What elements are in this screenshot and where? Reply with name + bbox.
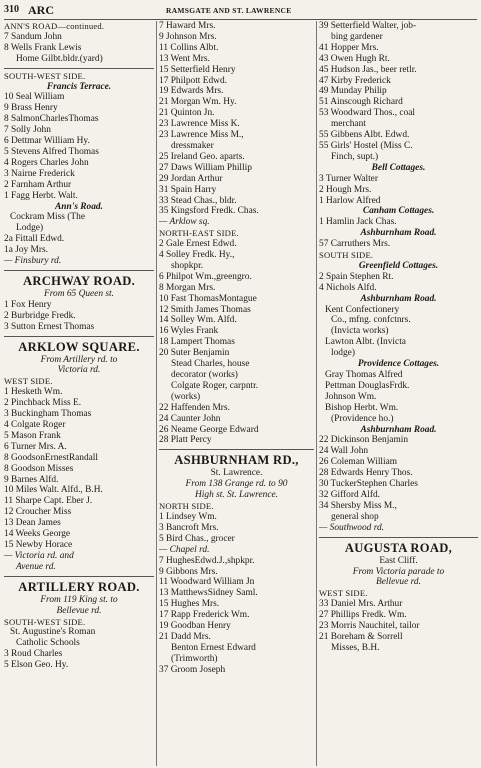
entry: 27 Daws William Phillip (159, 162, 252, 173)
entry: Gray Thomas Alfred (325, 370, 403, 380)
entry: 23 Lawrence Miss K. (159, 119, 240, 130)
divider (159, 449, 314, 450)
entry: 21 Boreham & Sorrell (319, 631, 403, 642)
entry: 13 Dean James (4, 518, 61, 529)
entry: 1 Hamlin Jack Chas. (319, 217, 397, 228)
entry: 15 Setterfield Henry (159, 64, 236, 75)
entry: 28 Edwards Henry Thos. (319, 468, 413, 479)
column-1 (4, 21, 154, 671)
cross-street: — Victoria rd. and (4, 550, 74, 561)
entry: 21 Quinton Jn. (159, 108, 215, 119)
entry: 24 Caunter John (159, 413, 221, 424)
entry: 13 MatthewsSidney Saml. (159, 588, 258, 599)
street-route: From Victoria parade to (352, 566, 445, 577)
side-heading: SOUTH SIDE. (319, 250, 374, 261)
entry: 6 Philpot Wm.,greengro. (159, 271, 252, 282)
street-route: From Artillery rd. to (40, 354, 118, 365)
cross-street: — Finsbury rd. (4, 256, 62, 267)
entry: Pettman DouglasFrdk. (325, 380, 410, 391)
entry: 35 Kingsford Fredk. Chas. (159, 206, 259, 217)
divider (4, 270, 154, 271)
entry: 22 Haffenden Mrs. (159, 402, 230, 413)
subheading: Providence Cottages. (357, 359, 440, 370)
entry: 11 Sharpe Capt. Eber J. (4, 496, 93, 507)
entry: merchant (331, 119, 366, 130)
street-title: ARTILLERY ROAD. (18, 579, 140, 594)
entry: 2 Hough Mrs. (319, 184, 372, 195)
entry: Misses, B.H. (331, 642, 380, 653)
cross-street: — Chapel rd. (159, 544, 210, 555)
entry: 10 Miles Walt. Alfd., B.H. (4, 485, 103, 496)
entry: 12 Croucher Miss (4, 507, 72, 518)
entry: decorator (works) (171, 370, 238, 380)
entry: 12 Smith James Thomas (159, 304, 251, 315)
entry: 45 Hudson Jas., beer retlr. (319, 64, 417, 75)
entry: (works) (171, 391, 201, 402)
entry: 19 Goodban Henry (159, 621, 231, 632)
page-header (4, 3, 478, 17)
entry: 11 Woodward William Jn (159, 577, 255, 588)
subheading: Ann's Road. (55, 201, 103, 212)
entry: 17 Philpott Edwd. (159, 75, 227, 86)
entry: lodge) (331, 348, 355, 359)
entry: 33 Stead Chas., bldr. (159, 195, 237, 206)
entry: 32 Gifford Alfd. (319, 489, 381, 500)
entry: 7 HughesEdwd.J.,shpkpr. (159, 555, 255, 566)
subheading: Bell Cottages. (371, 162, 426, 173)
column-2 (159, 21, 314, 676)
entry: 4 Colgate Roger (4, 420, 66, 430)
entry: 19 Edwards Mrs. (159, 86, 224, 97)
entry: Catholic Schools (16, 638, 80, 649)
entry: 55 Gibbens Albt. Edwd. (319, 130, 410, 141)
street-title: ASHBURNHAM RD., (174, 453, 299, 468)
entry: 53 Woodward Thos., coal (319, 108, 416, 119)
entry: 2 Farnham Arthur (4, 179, 72, 190)
entry: 7 Sandum John (4, 31, 62, 42)
entry: 18 Lampert Thomas (159, 337, 235, 348)
entry: 2a Fittall Edwd. (4, 234, 65, 245)
entry: 3 Buckingham Thomas (4, 409, 92, 420)
entry: Stead Charles, house (171, 359, 250, 370)
entry: 51 Ainscough Richard (319, 97, 403, 108)
entry: 49 Munday Philip (319, 86, 387, 97)
entry: Finch, supt.) (331, 151, 379, 162)
entry: 14 Solley Wm. Alfd. (159, 315, 237, 326)
entry: 6 Dettmar William Hy. (4, 136, 90, 147)
entry: 3 Turner Walter (319, 173, 378, 184)
entry: 8 Morgan Mrs. (159, 282, 216, 293)
divider (4, 336, 154, 337)
entry: 8 Goodson Misses (4, 463, 74, 474)
entry: 22 Dickinson Benjamin (319, 435, 409, 446)
entry: 43 Owen Hugh Rt. (319, 53, 390, 64)
entry: dressmaker (171, 140, 214, 151)
entry: Colgate Roger, carpntr. (171, 380, 259, 391)
entry: 1 Lindsey Wm. (159, 511, 217, 522)
entry: Co., mfng. confctnrs. (331, 315, 411, 326)
street-title: ARKLOW SQUARE. (18, 339, 140, 354)
entry: 15 Hughes Mrs. (159, 599, 220, 610)
entry: 3 Roud Charles (4, 649, 63, 660)
entry: 24 Wall John (319, 446, 369, 457)
entry: bing gardener (331, 31, 383, 42)
entry: 21 Morgan Wm. Hy. (159, 97, 237, 108)
entry: 5 Bird Chas., grocer (159, 533, 235, 544)
entry: 2 Gale Ernest Edwd. (159, 239, 237, 250)
entry: 20 Suter Benjamin (159, 348, 230, 359)
entry: 2 Pinchback Miss E. (4, 398, 82, 409)
entry: 1a Joy Mrs. (4, 245, 49, 256)
entry: 9 Barnes Alfd. (4, 474, 59, 485)
street-subtitle: St. Lawrence. (210, 468, 263, 479)
section-heading: ARC (28, 3, 54, 17)
entry: 13 Went Mrs. (159, 53, 210, 64)
subheading: Canham Cottages. (362, 206, 435, 217)
header-rule (4, 19, 477, 20)
subheading: Greenfield Cottages. (358, 260, 439, 271)
entry: 29 Jordan Arthur (159, 173, 223, 184)
side-heading: SOUTH-WEST SIDE. (4, 70, 86, 81)
entry: 7 Solly John (4, 125, 51, 136)
entry: (Invicta works) (331, 326, 389, 337)
column-3 (319, 21, 478, 654)
street-route: From 138 Grange rd. to 90 (185, 479, 288, 490)
entry: 8 Wells Frank Lewis (4, 42, 82, 53)
entry: 5 Mason Frank (4, 430, 61, 441)
entry: 57 Carruthers Mrs. (319, 239, 391, 250)
street-subtitle: East Cliff. (379, 555, 418, 566)
entry: Lodge) (16, 223, 44, 234)
entry: 1 Harlow Alfred (319, 195, 381, 206)
terrace-heading: Francis Terrace. (46, 81, 112, 92)
entry: 5 Stevens Alfred Thomas (4, 146, 99, 157)
subheading: Ashburnham Road. (360, 424, 437, 435)
side-heading: WEST SIDE. (319, 588, 368, 599)
entry: 55 Girls' Hostel (Miss C. (319, 140, 413, 151)
entry: 28 Platt Percy (159, 435, 212, 446)
side-heading: NORTH SIDE. (159, 501, 214, 512)
subheading: Ashburnham Road. (360, 293, 437, 304)
entry: shopkpr. (171, 260, 204, 271)
cross-street: — Southwood rd. (319, 522, 385, 533)
entry: (Trimworth) (171, 653, 218, 664)
entry: 8 GoodsonErnestRandall (4, 452, 98, 463)
entry: 14 Weeks George (4, 529, 71, 540)
entry: 3 Nairne Frederick (4, 168, 75, 179)
entry: 1 Hesketh Wm. (4, 387, 63, 398)
entry: 47 Kirby Frederick (319, 75, 391, 86)
entry: 2 Spain Stephen Rt. (319, 271, 394, 282)
divider (4, 68, 154, 69)
running-title: RAMSGATE AND ST. LAWRENCE (166, 6, 292, 15)
entry: 37 Groom Joseph (159, 664, 226, 675)
entry: 5 Elson Geo. Hy. (4, 660, 69, 671)
entry: 31 Spain Harry (159, 184, 217, 195)
entry: Benton Ernest Edward (171, 642, 256, 653)
entry: Bishop Herbt. Wm. (325, 402, 399, 413)
street-title: ARCHWAY ROAD. (22, 273, 136, 288)
entry: 4 Rogers Charles John (4, 157, 89, 168)
entry: 34 Shersby Miss M., (319, 500, 397, 511)
entry: 1 Fox Henry (4, 299, 52, 310)
entry: 10 Fast ThomasMontague (159, 293, 257, 304)
entry: 41 Hopper Mrs. (319, 42, 379, 53)
entry: 6 Turner Mrs. A. (4, 441, 67, 452)
entry: 26 Coleman William (319, 457, 398, 468)
entry: Cockram Miss (The (10, 212, 85, 223)
cross-street: Avenue rd. (16, 561, 56, 572)
entry: 3 Sutton Ernest Thomas (4, 321, 95, 332)
entry: general shop (331, 511, 379, 522)
page-number: 310 (4, 4, 19, 15)
entry: 23 Morris Nauchitel, tailor (319, 621, 420, 632)
entry: 26 Neame George Edward (159, 424, 259, 435)
divider (4, 576, 154, 577)
entry: 7 Haward Mrs. (159, 21, 216, 31)
divider (319, 537, 478, 538)
entry: 16 Wyles Frank (159, 326, 219, 337)
entry: 17 Rapp Frederick Wm. (159, 610, 250, 621)
cross-street: — Arklow sq. (159, 217, 210, 228)
entry: 25 Ireland Geo. aparts. (159, 151, 245, 162)
entry: 39 Setterfield Walter, job- (319, 21, 417, 31)
entry: 2 Burbridge Fredk. (4, 310, 76, 321)
entry: 21 Dadd Mrs. (159, 631, 211, 642)
street-route: From 65 Queen st. (44, 288, 114, 299)
entry: 8 SalmonCharlesThomas (4, 114, 99, 125)
street-heading: ANN'S ROAD—continued. (4, 21, 105, 31)
entry: 4 Nichols Alfd. (319, 282, 377, 293)
street-route: Victoria rd. (57, 365, 101, 376)
street-route: From 119 King st. to (40, 594, 118, 605)
street-route: Bellevue rd. (56, 605, 102, 616)
entry: 23 Lawrence Miss M., (159, 130, 244, 141)
subheading: Ashburnham Road. (360, 228, 437, 239)
entry: 10 Seal William (4, 92, 65, 103)
entry: 11 Collins Albt. (159, 42, 219, 53)
entry: St. Augustine's Roman (10, 627, 96, 638)
entry: Home Gilbt.bldr.(yard) (16, 53, 103, 64)
column-divider (156, 21, 157, 766)
entry: Kent Confectionery (325, 304, 400, 315)
entry: 9 Brass Henry (4, 103, 58, 114)
street-route: High st. St. Lawrence. (195, 490, 278, 501)
entry: (Providence ho.) (331, 413, 394, 424)
entry: 15 Newby Horace (4, 539, 73, 550)
side-heading: SOUTH-WEST SIDE. (4, 616, 86, 627)
entry: 3 Bancroft Mrs. (159, 522, 219, 533)
entry: 4 Solley Fredk. Hy., (159, 250, 235, 261)
entry: 1 Fagg Herbt. Walt. (4, 190, 78, 201)
entry: 9 Gibbons Mrs. (159, 566, 218, 577)
street-title: AUGUSTA ROAD, (344, 540, 453, 555)
entry: 33 Daniel Mrs. Arthur (319, 599, 403, 610)
side-heading: WEST SIDE. (4, 376, 53, 387)
entry: Johnson Wm. (325, 391, 377, 402)
entry: 30 TuckerStephen Charles (319, 479, 418, 490)
entry: Lawton Albt. (Invicta (325, 337, 406, 348)
column-divider (316, 21, 317, 766)
entry: 9 Johnson Mrs. (159, 31, 217, 42)
entry: 27 Phillips Fredk. Wm. (319, 610, 407, 621)
street-route: Bellevue rd. (376, 577, 421, 588)
side-heading: NORTH-EAST SIDE. (159, 228, 239, 239)
